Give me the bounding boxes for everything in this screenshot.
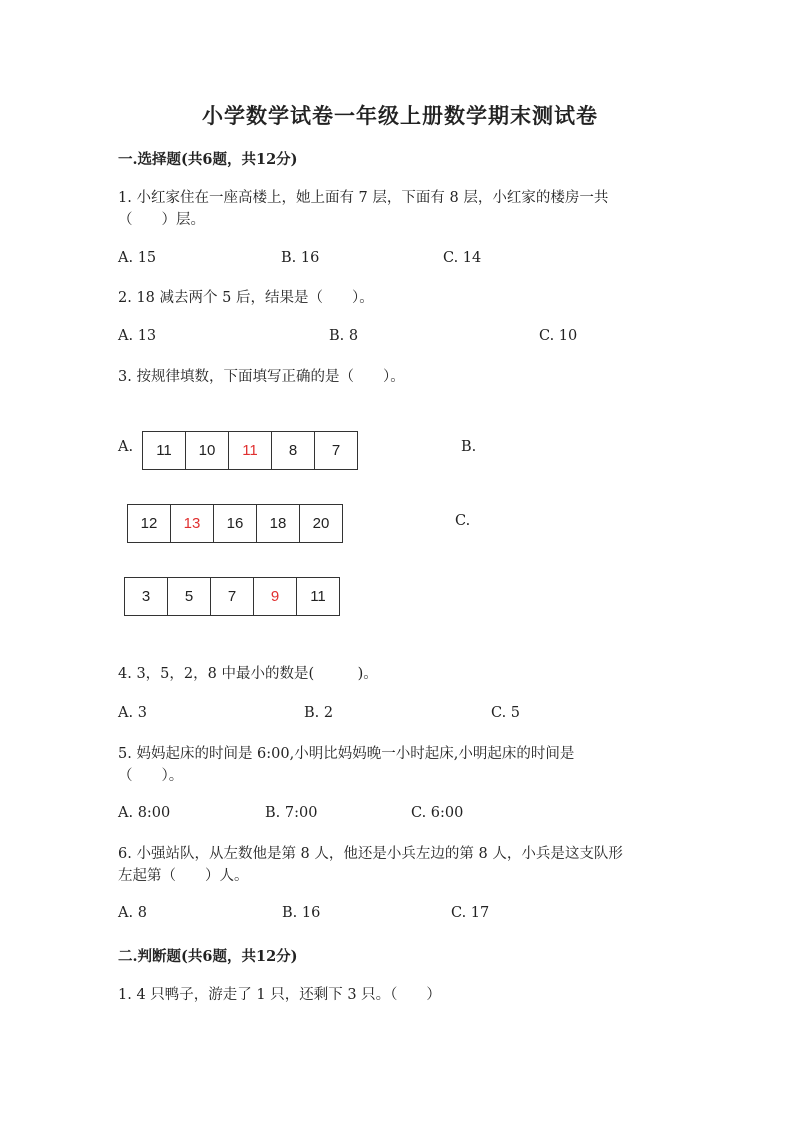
- question-1-text: 1. 小红家住在一座高楼上，她上面有 7 层，下面有 8 层，小红家的楼房一共: [118, 190, 609, 206]
- sequence-cell: 20: [300, 505, 343, 543]
- question-1-option-a: A. 15: [118, 250, 157, 266]
- question-4-option-c: C. 5: [491, 705, 521, 721]
- sequence-cell: 11: [297, 578, 340, 616]
- sequence-cell: 7: [315, 432, 358, 470]
- question-2-option-a: A. 13: [118, 328, 157, 344]
- question-2-option-b: B. 8: [329, 328, 359, 344]
- sequence-cell: 12: [128, 505, 171, 543]
- sequence-cell: 3: [125, 578, 168, 616]
- sequence-cell: 18: [257, 505, 300, 543]
- sequence-box-a: [142, 431, 358, 470]
- question-4-option-a: A. 3: [118, 705, 147, 721]
- sequence-cell: 7: [211, 578, 254, 616]
- question-6-text-cont: 左起第（ ）人。: [118, 868, 249, 884]
- sequence-cell-answer: 11: [229, 432, 272, 470]
- question-4-text: 4. 3，5，2，8 中最小的数是( )。: [118, 666, 378, 682]
- sequence-cell: 10: [186, 432, 229, 470]
- question-6-option-b: B. 16: [282, 905, 321, 921]
- question-1-option-b: B. 16: [281, 250, 320, 266]
- sequence-cell-answer: 13: [171, 505, 214, 543]
- question-1-option-c: C. 14: [443, 250, 482, 266]
- judge-1-text: 1. 4 只鸭子，游走了 1 只，还剩下 3 只。（ ）: [118, 987, 441, 1003]
- question-1-text-cont: （ ）层。: [118, 212, 205, 228]
- question-5-option-a: A. 8:00: [118, 805, 171, 821]
- question-3-label-b: B.: [461, 439, 477, 455]
- question-5-option-c: C. 6:00: [411, 805, 464, 821]
- section-heading-judge: 二.判断题(共6题，共12分): [118, 948, 298, 965]
- question-4-option-b: B. 2: [304, 705, 334, 721]
- question-2-text: 2. 18 减去两个 5 后，结果是（ ）。: [118, 290, 374, 306]
- question-2-option-c: C. 10: [539, 328, 578, 344]
- sequence-cell: 11: [143, 432, 186, 470]
- sequence-cell: 16: [214, 505, 257, 543]
- question-3-text: 3. 按规律填数，下面填写正确的是（ ）。: [118, 369, 405, 385]
- question-3-label-a: A.: [118, 439, 134, 455]
- question-6-option-a: A. 8: [118, 905, 147, 921]
- question-6-text: 6. 小强站队，从左数他是第 8 人，他还是小兵左边的第 8 人，小兵是这支队形: [118, 846, 623, 862]
- question-5-text: 5. 妈妈起床的时间是 6:00,小明比妈妈晚一小时起床,小明起床的时间是: [118, 746, 575, 762]
- question-3-label-c: C.: [455, 513, 471, 529]
- question-6-option-c: C. 17: [451, 905, 490, 921]
- sequence-cell: 5: [168, 578, 211, 616]
- sequence-box-b: [127, 504, 343, 543]
- question-5-option-b: B. 7:00: [265, 805, 318, 821]
- question-5-text-cont: （ ）。: [118, 768, 184, 784]
- page-title: 小学数学试卷一年级上册数学期末测试卷: [202, 103, 598, 128]
- section-heading-choice: 一.选择题(共6题，共12分): [118, 151, 298, 168]
- sequence-cell-answer: 9: [254, 578, 297, 616]
- sequence-box-c: [124, 577, 340, 616]
- sequence-cell: 8: [272, 432, 315, 470]
